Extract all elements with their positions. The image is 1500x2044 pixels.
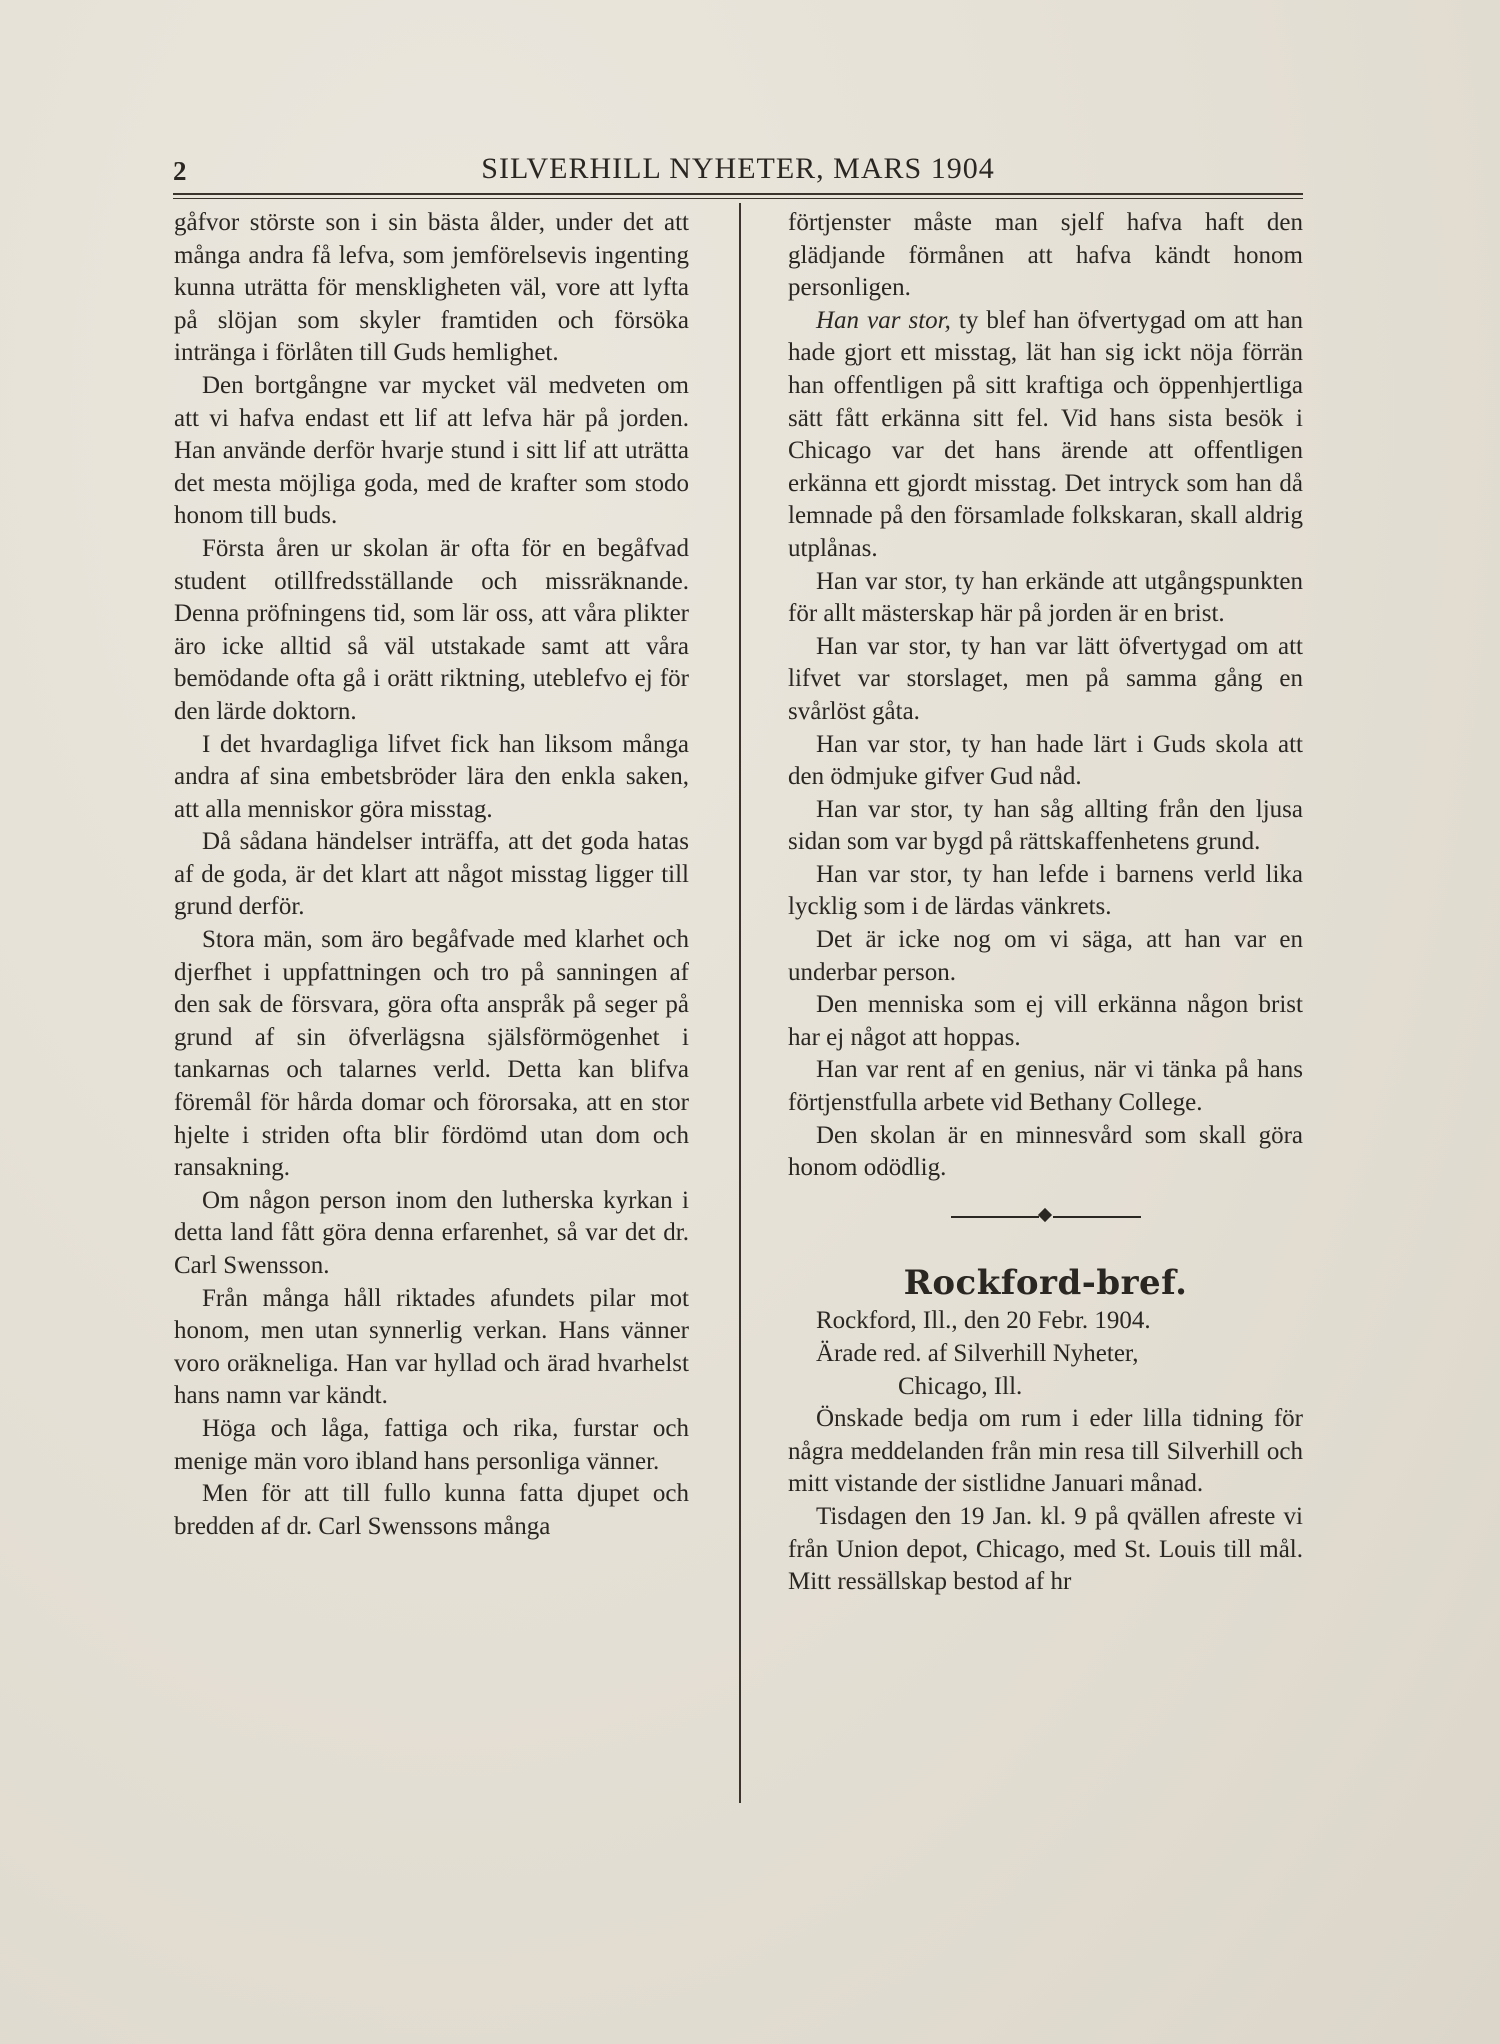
paragraph: Han var stor, ty han lefde i barnens verld lika lycklig som i de lärdas vänkrets. [788, 860, 1303, 921]
running-head: SILVERHILL NYHETER, MARS 1904 [481, 152, 995, 185]
right-column [788, 207, 1303, 1599]
paragraph: Från många håll riktades afundets pilar mot honom, men utan synnerlig verkan. Hans vänner voro oräkneliga. Han var hyllad och ärad hvarhelst hans namn var kändt. [174, 1284, 689, 1410]
paragraph [788, 305, 1303, 566]
paragraph: Men för att till fullo kunna fatta djupet och bredden af dr. Carl Swenssons många [174, 1480, 689, 1540]
article-title: Rockford-bref. [903, 1262, 1188, 1303]
paragraph: Höga och låga, fattiga och rika, furstar och menige män voro ibland hans personliga vänner. [174, 1414, 689, 1475]
letter-salutation-city: Chicago, Ill. [898, 1372, 1023, 1400]
header-rule [173, 193, 1303, 195]
paragraph: I det hvardagliga lifvet fick han liksom många andra af sina embetsbröder lära den enkla saken, att alla menniskor göra misstag. [174, 730, 689, 823]
paragraph: Han var rent af en genius, när vi tänka på hans förtjenstfulla arbete vid Bethany College. [788, 1056, 1303, 1117]
paragraph: Då sådana händelser inträffa, att det goda hatas af de goda, är det klart att något misstag ligger till grund derför. [174, 828, 689, 921]
paragraph: Tisdagen den 19 Jan. kl. 9 på qvällen afreste vi från Union depot, Chicago, med St. Louis till mål. Mitt ressällskap bestod af hr [788, 1502, 1303, 1596]
paragraph: Han var stor, ty han hade lärt i Guds skola att den ödmjuke gifver Gud nåd. [788, 730, 1303, 791]
page-number: 2 [173, 156, 187, 186]
paragraph: Den skolan är en minnesvård som skall göra honom odödlig. [788, 1121, 1303, 1182]
paragraph: Den menniska som ej vill erkänna någon brist har ej något att hoppas. [788, 991, 1303, 1051]
section-ornament [951, 1207, 1141, 1227]
paragraph: förtjenster måste man sjelf hafva haft den glädjande förmånen att hafva kändt honom personligen. [788, 209, 1303, 302]
paragraph: Det är icke nog om vi säga, att han var en underbar person. [788, 926, 1303, 986]
paragraph: Han var stor, ty han erkände att utgångspunkten för allt mästerskap här på jorden är en brist. [788, 567, 1303, 628]
paragraph: Den bortgångne var mycket väl medveten om att vi hafva endast ett lif att lefva här på jorden. Han använde derför hvarje stund i sitt lif att uträtta det mesta möjliga goda, med de krafter som stodo honom till buds. [174, 371, 689, 530]
diamond-icon [1037, 1208, 1051, 1222]
left-column [174, 207, 689, 1543]
column-divider [739, 203, 741, 1803]
paragraph: Om någon person inom den lutherska kyrkan i detta land fått göra denna erfarenhet, så var det dr. Carl Swensson. [174, 1186, 689, 1279]
paragraph: Stora män, som äro begåfvade med klarhet och djerfhet i uppfattningen och tro på sanningen af den sak de försvara, göra ofta anspråk på seger på grund af sin öfverlägsna själsförmögenhet i tankarnas och talarnes verld. Detta kan blifva föremål för hårda domar och förorsaka, att en stor hjelte i striden ofta blir fördömd utan dom och ransakning. [174, 926, 689, 1182]
paragraph-text: ty blef han öfvertygad om att han hade gjort ett misstag, lät han sig ickt nöja förrän han offentligen på sitt kraftiga och öppenhjertliga sätt fått erkänna sitt fel. Vid hans sista besök i Chicago var det hans ärende att offentligen erkänna ett gjordt misstag. Det intryck som han då lemnade på den församlade folkskaran, skall aldrig utplånas. [788, 306, 1303, 562]
paragraph: Önskade bedja om rum i eder lilla tidning för några meddelanden från min resa till Silverhill och mitt vistande der sistlidne Januari månad. [788, 1405, 1303, 1498]
paragraph: Han var stor, ty han såg allting från den ljusa sidan som var bygd på rättskaffenhetens grund. [788, 795, 1303, 856]
letter-salutation: Ärade red. af Silverhill Nyheter, [816, 1340, 1139, 1367]
italic-phrase: Han var stor, [816, 306, 951, 334]
page-header [173, 152, 1303, 192]
paragraph: gåfvor störste son i sin bästa ålder, under det att många andra få lefva, som jemförelsevis ingenting kunna uträtta för menskligheten väl, vore att lyfta på slöjan som skyler framtiden och försöka inträngа i förlåten till Guds hemlighet. [174, 209, 689, 367]
header-rule-thin [173, 198, 1303, 199]
paragraph: Han var stor, ty han var lätt öfvertygad om att lifvet var storslaget, men på samma gång en svårlöst gåta. [788, 632, 1303, 725]
paragraph: Första åren ur skolan är ofta för en begåfvad student otillfredsställande och missräknande. Denna pröfningens tid, som lär oss, att våra plikter äro icke alltid så väl utstakade samt att våra bemödande ofta gå i orätt riktning, uteblefvo ej för den lärde doktorn. [174, 534, 689, 725]
letter-dateline: Rockford, Ill., den 20 Febr. 1904. [816, 1307, 1151, 1335]
